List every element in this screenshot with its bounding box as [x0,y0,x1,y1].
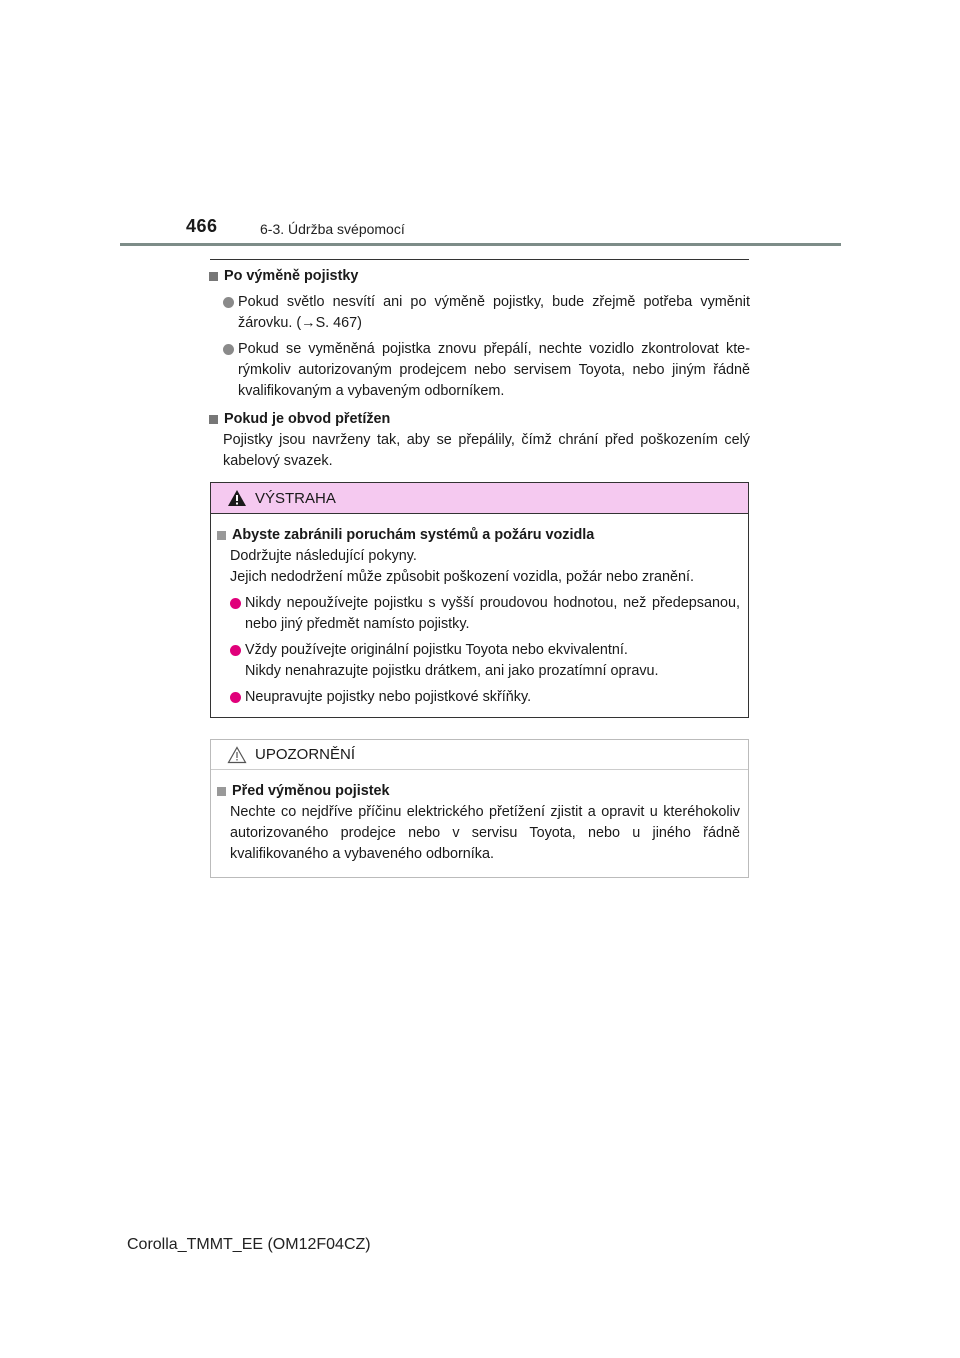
page-number: 466 [186,216,218,236]
warning-body [211,514,748,708]
section-circuit-overload [209,409,750,472]
list-item [223,292,750,334]
footer-document-code: Corolla_TMMT_EE (OM12F04CZ) [127,1236,371,1253]
list-item-line: Vždy používejte originální pojistku Toyota nebo ekvivalentní. [245,642,628,658]
caution-box [210,739,749,878]
warning-intro-1: Dodržujte následující pokyny. [230,548,417,564]
section-title: Po výměně pojistky [224,268,359,284]
list-item [223,339,750,402]
round-bullet-icon [230,692,241,703]
warning-title: Abyste zabránili poruchám systémů a požáru vozidla [232,527,595,543]
warning-box [210,482,749,718]
list-item-text: Pokud světlo nesvítí ani po výměně pojistky, bude zřejmě potřeba vyměnit žárovku. (→S. 467) [238,294,750,331]
square-bullet-icon [209,415,218,424]
warning-intro-2: Jejich nedodržení může způsobit poškození vozidla, požár nebo zranění. [230,569,694,585]
warning-header [211,483,748,514]
list-item-text: Neupravujte pojistky nebo pojistkové skříňky. [245,689,532,705]
list-item-text [245,640,740,682]
round-bullet-icon [230,645,241,656]
warning-heading [217,525,740,546]
list-item-line: Nikdy nenahrazujte pojistku drátkem, ani jako prozatímní opravu. [245,663,659,679]
round-bullet-icon [230,598,241,609]
section-text: Pojistky jsou navrženy tak, aby se přepálily, čímž chrání před poškozením celý kabelový svazek. [223,432,750,469]
caution-label: UPOZORNĚNÍ [255,746,356,763]
caution-title: Před výměnou pojistek [232,783,390,799]
warning-triangle-icon [227,489,247,507]
warning-list-item [230,593,740,635]
header-rule [120,243,841,246]
list-item-text: Pokud se vyměněná pojistka znovu přepálí, nechte vozidlo zkontrolovat kterýmkoliv autorizovaným prodejcem nebo servisem Toyota, nebo jiným řádně kvalifikovaným a vybaveným odborníkem. [238,341,750,399]
section-heading [209,409,750,430]
caution-heading [217,781,740,802]
square-bullet-icon [209,272,218,281]
caution-triangle-icon [227,746,247,764]
content-top-rule [210,259,749,260]
section-heading [209,266,750,287]
warning-list-item [230,687,740,708]
warning-label: VÝSTRAHA [255,489,336,507]
caution-body [211,770,748,865]
caution-header [211,740,748,770]
section-title: Pokud je obvod přetížen [224,411,391,427]
main-content [209,266,750,479]
list-item-text: Nikdy nepoužívejte pojistku s vyšší proudovou hodnotou, než předepsanou, nebo jiný předmět namísto pojistky. [245,595,740,632]
caution-text: Nechte co nejdříve příčinu elektrického přetížení zjistit a opravit u kteréhokoliv autorizovaného prodejce nebo v servisu Toyota, nebo u jiného řádně kvalifikovaného a vybaveného odborníka. [230,804,740,862]
square-bullet-icon [217,787,226,796]
warning-list-item [230,640,740,682]
section-after-fuse-replacement [209,266,750,402]
chapter-title: 6-3. Údržba svépomocí [260,221,405,237]
square-bullet-icon [217,531,226,540]
round-bullet-icon [223,344,234,355]
round-bullet-icon [223,297,234,308]
